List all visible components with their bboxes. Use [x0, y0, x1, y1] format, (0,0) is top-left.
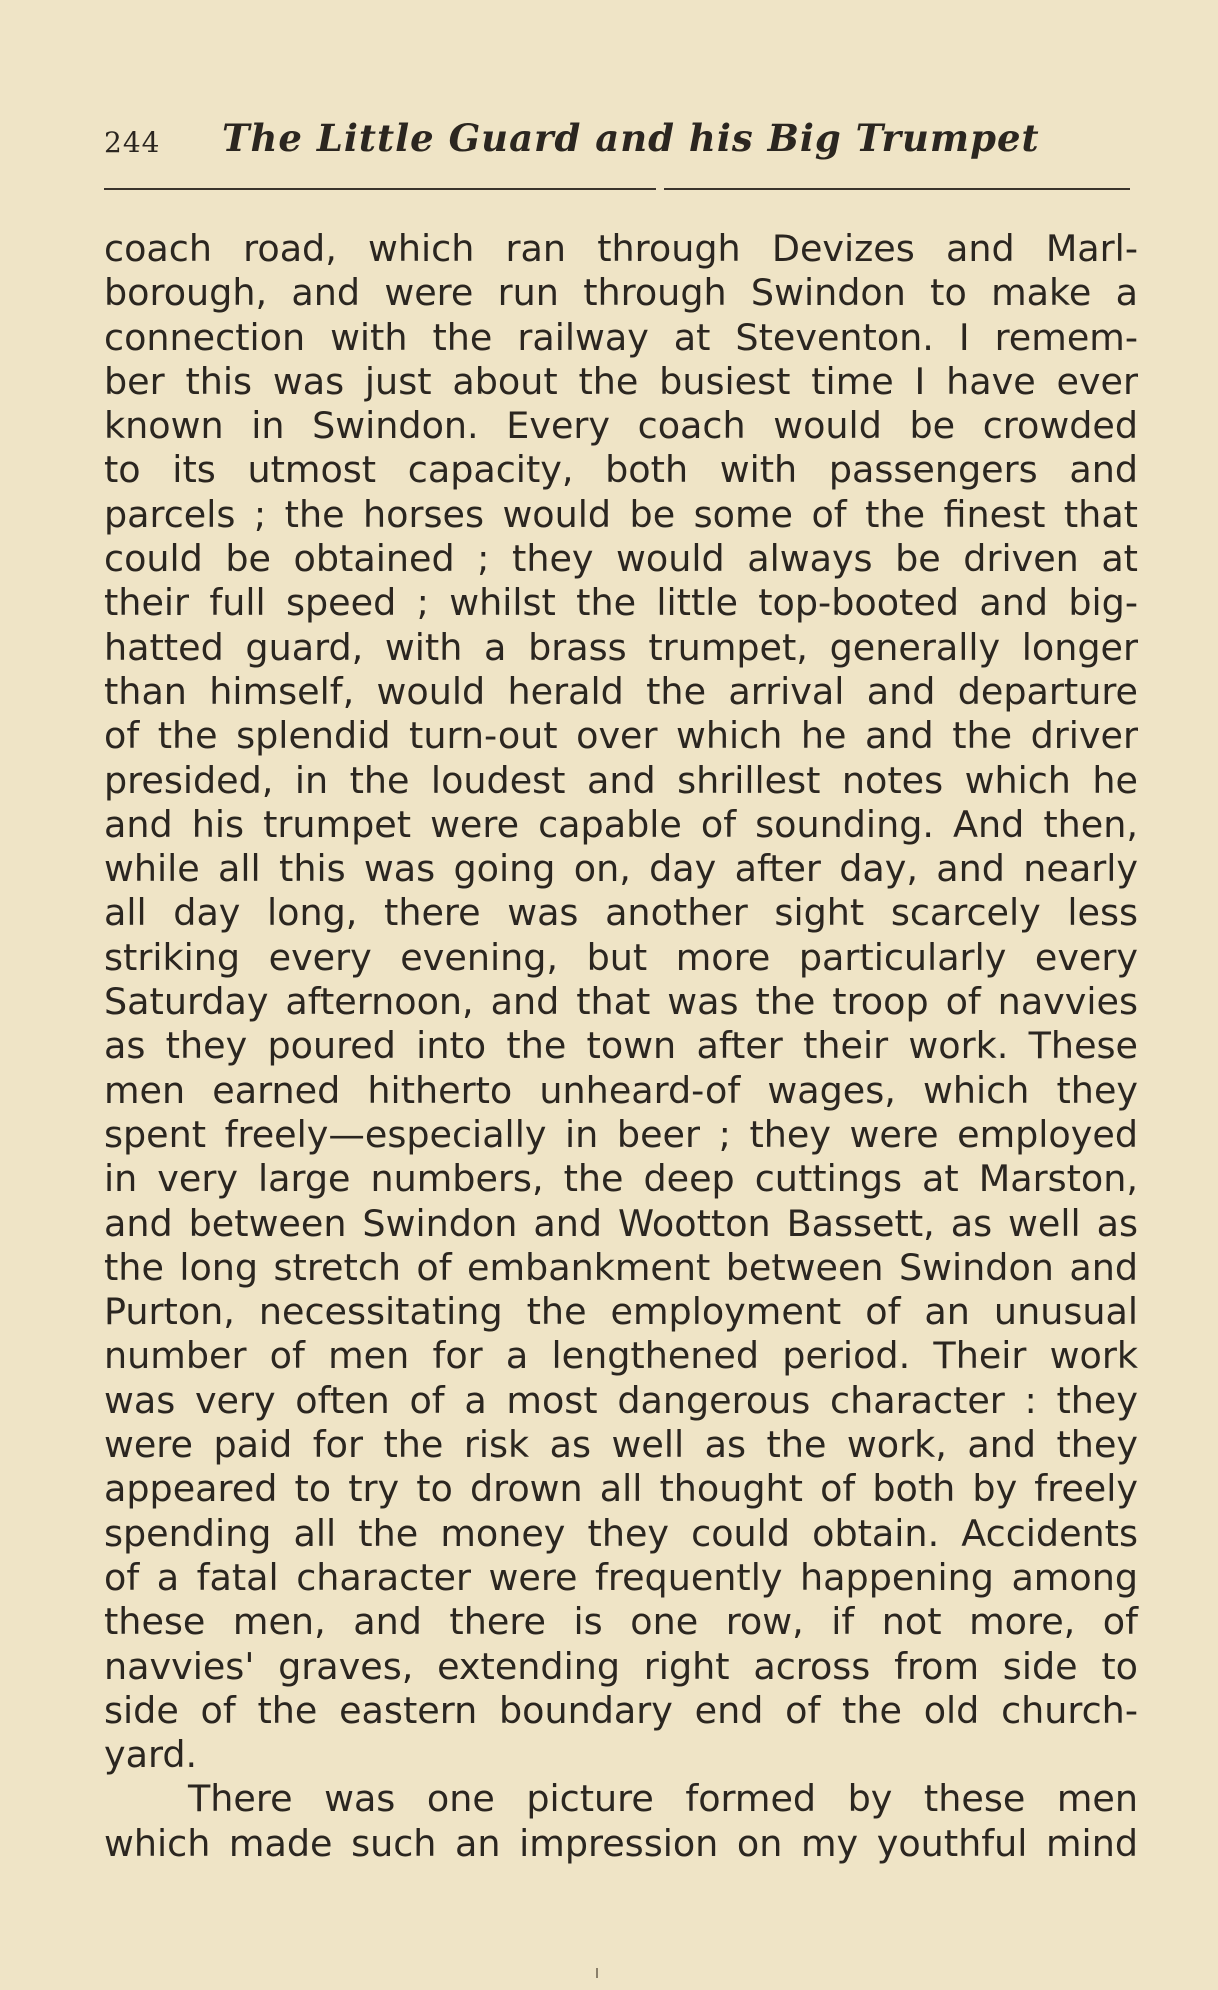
- body-text: [104, 227, 1138, 1866]
- text-line: borough, and were run through Swindon to make a: [104, 271, 1138, 315]
- text-line: to its utmost capacity, both with passengers and: [104, 448, 1138, 492]
- text-line: was very often of a most dangerous character : they: [104, 1378, 1138, 1422]
- page-number: 244: [104, 126, 161, 159]
- text-line: were paid for the risk as well as the work, and they: [104, 1423, 1138, 1467]
- header-rule-right: [664, 188, 1130, 190]
- text-line: could be obtained ; they would always be driven at: [104, 537, 1138, 581]
- text-line: all day long, there was another sight scarcely less: [104, 891, 1138, 935]
- text-line: striking every evening, but more particularly every: [104, 935, 1138, 979]
- page-header: [104, 112, 1134, 172]
- text-line: and his trumpet were capable of sounding. And then,: [104, 802, 1138, 846]
- print-mark: [596, 1968, 598, 1978]
- text-line: of the splendid turn-out over which he and the driver: [104, 714, 1138, 758]
- text-line: parcels ; the horses would be some of the finest that: [104, 492, 1138, 536]
- text-line: these men, and there is one row, if not more, of: [104, 1600, 1138, 1644]
- text-line: Purton, necessitating the employment of an unusual: [104, 1290, 1138, 1334]
- text-line: in very large numbers, the deep cuttings at Marston,: [104, 1157, 1138, 1201]
- text-line: men earned hitherto unheard-of wages, which they: [104, 1068, 1138, 1112]
- text-line: presided, in the loudest and shrillest notes which he: [104, 758, 1138, 802]
- text-line: known in Swindon. Every coach would be crowded: [104, 404, 1138, 448]
- text-line: appeared to try to drown all thought of both by freely: [104, 1467, 1138, 1511]
- header-rule-left: [104, 188, 656, 190]
- text-line: Saturday afternoon, and that was the troop of navvies: [104, 980, 1138, 1024]
- paragraph-end-line: yard.: [104, 1733, 198, 1777]
- running-title: The Little Guard and his Big Trumpet: [222, 116, 1040, 160]
- text-line: which made such an impression on my youthful mind: [104, 1821, 1138, 1865]
- text-line: spent freely—especially in beer ; they were employed: [104, 1112, 1138, 1156]
- paragraph-start-line: There was one picture formed by these men: [188, 1777, 1138, 1821]
- text-line: their full speed ; whilst the little top-booted and big-: [104, 581, 1138, 625]
- text-line: and between Swindon and Wootton Bassett, as well as: [104, 1201, 1138, 1245]
- text-line: of a fatal character were frequently happening among: [104, 1555, 1138, 1599]
- text-line: navvies' graves, extending right across from side to: [104, 1644, 1138, 1688]
- text-line: connection with the railway at Steventon. I remem-: [104, 315, 1138, 359]
- text-line: side of the eastern boundary end of the old church-: [104, 1688, 1138, 1732]
- text-line: the long stretch of embankment between Swindon and: [104, 1245, 1138, 1289]
- text-line: while all this was going on, day after day, and nearly: [104, 847, 1138, 891]
- text-line: hatted guard, with a brass trumpet, generally longer: [104, 625, 1138, 669]
- text-line: ber this was just about the busiest time I have ever: [104, 359, 1138, 403]
- text-line: spending all the money they could obtain. Accidents: [104, 1511, 1138, 1555]
- text-line: number of men for a lengthened period. Their work: [104, 1334, 1138, 1378]
- text-line: as they poured into the town after their work. These: [104, 1024, 1138, 1068]
- text-line: coach road, which ran through Devizes and Marl-: [104, 227, 1138, 270]
- text-line: than himself, would herald the arrival and departure: [104, 669, 1138, 713]
